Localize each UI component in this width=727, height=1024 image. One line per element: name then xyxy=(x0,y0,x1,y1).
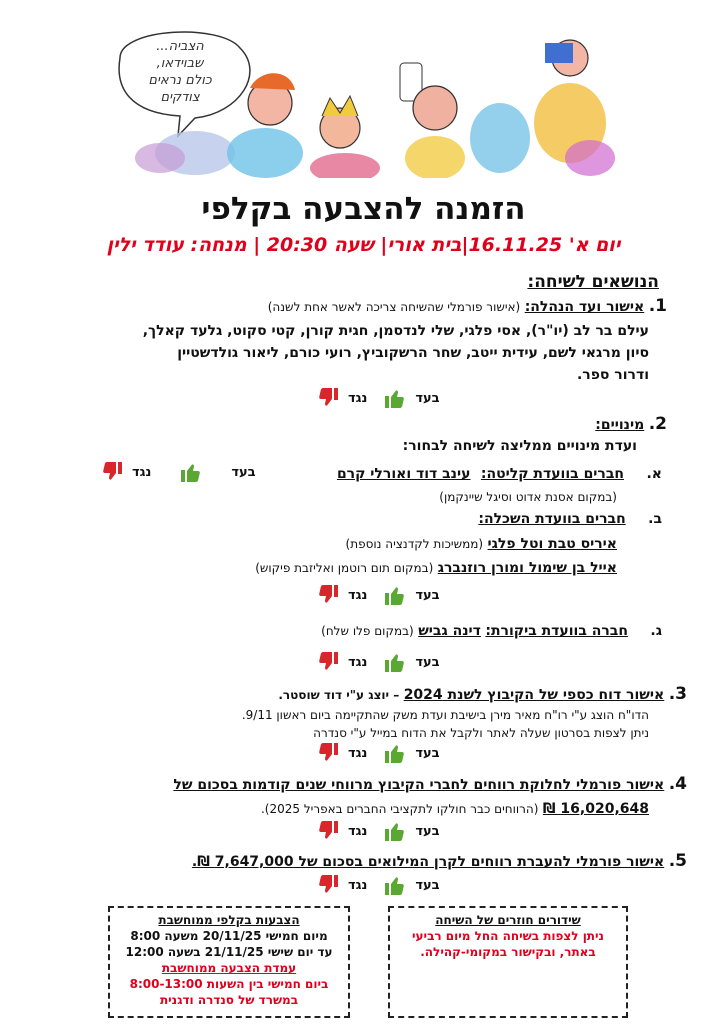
box-right-line1: ניתן לצפות בשיחה החל מיום רביעי xyxy=(412,929,604,943)
item2-c-note: (במקום פלו שלח) xyxy=(321,624,414,638)
item2-b-note1: (ממשיכות לקדנציה נוספת) xyxy=(345,537,484,551)
thumbs-down-icon[interactable] xyxy=(100,460,124,484)
item1-header xyxy=(268,295,667,318)
item1-line3: ודרור ספר. xyxy=(576,367,649,383)
topics-heading: הנושאים לשיחה: xyxy=(527,272,659,292)
item2-a-title: חברים בוועדת קליטה: xyxy=(480,466,625,482)
item2-b-letter: ב. xyxy=(648,511,662,527)
item2-a-row xyxy=(337,463,662,485)
box-left-title: הצבעות בקלפי ממוחשבת xyxy=(158,913,300,927)
vote-for-label: בעד xyxy=(415,877,440,893)
item2-title: מינויים: xyxy=(595,417,645,433)
thumbs-up-icon[interactable] xyxy=(383,650,407,674)
item5-vote xyxy=(316,873,442,897)
item2-a-vote xyxy=(100,460,258,484)
thumbs-up-icon[interactable] xyxy=(383,386,407,410)
thumbs-down-icon[interactable] xyxy=(316,386,340,410)
item2-number: 2. xyxy=(648,414,667,434)
vote-for-label: בעד xyxy=(415,654,440,670)
page-title: הזמנה להצבעה בקלפי xyxy=(201,191,526,227)
vote-against-label: נגד xyxy=(348,587,368,603)
vote-against-label: נגד xyxy=(348,390,368,406)
box-right-line2: באתר, ובקישור במקומי-קהילה. xyxy=(420,945,596,959)
vote-for-label: בעד xyxy=(415,587,440,603)
thumbs-down-icon[interactable] xyxy=(316,873,340,897)
item2-c-title: חברה בוועדת ביקורת: xyxy=(485,623,628,639)
item3-line2: ניתן לצפות בסרטון שעלה לאתר ולקבל את הדוח במייל ע"י סנדרה xyxy=(313,726,649,740)
box-left-line4: ביום חמישי בין השעות 8:00-13:00 xyxy=(129,977,329,991)
vote-for-label: בעד xyxy=(415,745,440,761)
item2-c-vote xyxy=(316,650,442,674)
item3-line1: הדו"ח הוצג ע"י רו"ח מאיר מירן בישיבת ועדת משק שהתקיימה ביום ראשון 9/11. xyxy=(241,708,649,722)
item3-number: 3. xyxy=(668,684,687,704)
item2-a-names: עינב דוד ואורלי קרם xyxy=(336,466,471,482)
item2-b-line2 xyxy=(255,557,617,579)
item3-title: אישור דוח כספי של הקיבוץ לשנת 2024 xyxy=(403,687,665,703)
item2-c-letter: ג. xyxy=(650,623,662,639)
box-left-line1: מיום חמישי 20/11/25 משעה 8:00 xyxy=(130,929,328,943)
item2-b-row xyxy=(478,508,662,530)
box-right-title: שידורים חוזרים של השיחה xyxy=(435,913,581,927)
item2-a-letter: א. xyxy=(646,466,662,482)
item1-line1: עילם בר לב (יו"ר), אסי פלגי, שלי לנדסמן, חגית קורן, קטי סקוט, גלעד קאלך, xyxy=(142,323,649,339)
item5-title: אישור פורמלי להעברת רווחים לקרן המילואים בסכום של 7,647,000 ₪. xyxy=(191,854,665,870)
item2-b-line1 xyxy=(346,533,617,555)
item2-c-name: דינה גביש xyxy=(418,623,481,639)
item1-line2: סיון מרגאי לשם, עידית ייטב, שחר הרשקוביץ, רועי כורם, ליאור גולדשטיין xyxy=(177,345,649,361)
item1-vote xyxy=(316,386,442,410)
vote-for-label: בעד xyxy=(415,823,440,839)
thumbs-down-icon[interactable] xyxy=(316,741,340,765)
rebroadcast-box xyxy=(388,906,628,1018)
item3-vote xyxy=(316,741,442,765)
vote-against-label: נגד xyxy=(348,877,368,893)
item4-header xyxy=(173,773,687,796)
item4-note: (הרווחים כבר חולקו לתקציבי החברים באפריל 2025). xyxy=(260,802,539,816)
thumbs-up-icon[interactable] xyxy=(179,460,203,484)
item3-header xyxy=(278,683,687,706)
thumbs-down-icon[interactable] xyxy=(316,583,340,607)
thumbs-up-icon[interactable] xyxy=(383,583,407,607)
item5-number: 5. xyxy=(668,851,687,871)
thumbs-up-icon[interactable] xyxy=(383,873,407,897)
vote-for-label: בעד xyxy=(415,390,440,406)
item4-vote xyxy=(316,819,442,843)
item1-number: 1. xyxy=(648,296,667,316)
item4-amount: 16,020,648 ₪ xyxy=(542,801,649,817)
item2-b-note2: (במקום תום רוטמן ואליזבת פיקוש) xyxy=(255,561,434,575)
speech-bubble-text: הצביה... שבוידאו, כולם נראים צודקים xyxy=(148,39,212,105)
vote-against-label: נגד xyxy=(348,745,368,761)
item5-header xyxy=(192,850,687,873)
item2-header xyxy=(595,413,667,436)
box-left-line5: במשרד של סנדרה ודגנית xyxy=(159,993,299,1007)
thumbs-up-icon[interactable] xyxy=(383,819,407,843)
item4-line2 xyxy=(261,798,649,820)
item2-b-name1: איריס טבת וטל פלגי xyxy=(487,536,617,552)
thumbs-down-icon[interactable] xyxy=(316,650,340,674)
vote-against-label: נגד xyxy=(132,464,152,480)
item2-c-row xyxy=(321,620,662,642)
meeting-details: יום א' 16.11.25|בית אורי| שעה 20:30 | מנחה: עודד ילין xyxy=(106,234,621,256)
vote-against-label: נגד xyxy=(348,823,368,839)
item2-intro: ועדת מינויים ממליצה לשיחה לבחור: xyxy=(402,438,637,454)
box-left-line3: עמדת הצבעה ממוחשבת xyxy=(161,961,297,975)
thumbs-up-icon[interactable] xyxy=(383,741,407,765)
vote-against-label: נגד xyxy=(348,654,368,670)
item3-presenter: – יוצג ע"י דוד שוסטר. xyxy=(278,688,400,702)
item1-note: (אישור פורמלי שהשיחה צריכה לאשר אחת לשנה) xyxy=(267,300,521,314)
item4-number: 4. xyxy=(668,774,687,794)
electronic-ballot-box xyxy=(108,906,350,1018)
thumbs-down-icon[interactable] xyxy=(316,819,340,843)
item1-title: אישור ועד הנהלה: xyxy=(524,299,645,315)
item2-b-vote xyxy=(316,583,442,607)
item2-a-note: (במקום אסנת אדוט וסיגל שיינקמן) xyxy=(439,490,617,504)
box-left-line2: עד יום שישי 21/11/25 בשעה 12:00 xyxy=(125,945,333,959)
item2-b-title: חברים בוועדת השכלה: xyxy=(478,511,626,527)
item4-title: אישור פורמלי לחלוקת רווחים לחברי הקיבוץ מרווחי שנים קודמות בסכום של xyxy=(173,777,665,793)
item2-b-name2: אייל בן שימול ומורן רוזנברג xyxy=(437,560,617,576)
vote-for-label: בעד xyxy=(231,464,256,480)
